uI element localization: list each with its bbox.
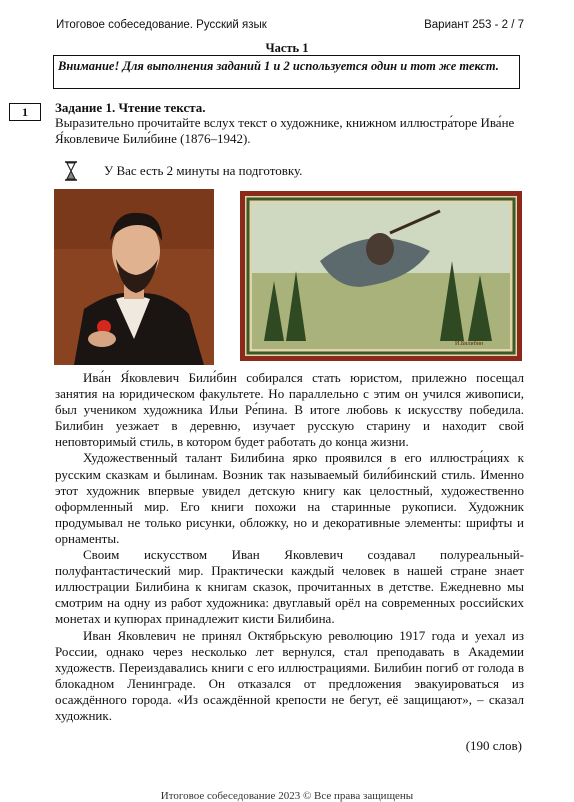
task-description: Выразительно прочитайте вслух текст о художнике, книжном иллюстра́торе Ива́не Я́ковлевиче Били́бине (1876–1942). xyxy=(55,115,515,146)
svg-text:И.Билибин: И.Билибин xyxy=(455,341,484,347)
attention-box: Внимание! Для выполнения заданий 1 и 2 используется один и тот же текст. xyxy=(53,55,520,89)
paragraph-1: Ива́н Я́ковлевич Били́бин собирался стать юристом, прилежно посещал занятия на юридическом факультете. Но параллельно с этим он учился живописи, был учеником художника Ильи Ре́пина. В итоге любовь к искусству победила. Билибин уезжает в деревню, изучает русскую старину и находит свой неповторимый стиль, в котором будет работать до конца жизни. xyxy=(55,370,524,450)
task-title: Задание 1. Чтение текста. xyxy=(55,100,206,115)
paragraph-2: Художественный талант Билибина ярко проявился в его иллюстра́циях к русским сказкам и былинам. Возник так называемый били́бинский стиль. Именно этот художник впервые увидел детскую книгу как целостный, художественно оформленный мир. Его книги похожи на старинные рукописи. Художник продумывал не только рисунки, обложку, но и декоративные элементы: шрифты и орнаменты. xyxy=(55,450,524,546)
bilibin-illustration-image xyxy=(240,191,522,361)
part-title: Часть 1 xyxy=(265,41,309,55)
bilibin-portrait-image xyxy=(54,189,214,365)
paragraph-3: Своим искусством Иван Яковлевич создавал полуреальный-полуфантастический мир. Практически каждый человек в нашей стране знает иллюстрации Билибина к книгам сказок, прочитанных в детстве. Ежедневно мы смотрим на одну из работ художника: двуглавый орёл на современных российских монетах и купюрах принадлежит кисти Билибина. xyxy=(55,547,524,627)
word-count: (190 слов) xyxy=(465,738,522,753)
header-variant: Вариант 253 - 2 / 7 xyxy=(424,19,524,31)
header-subject: Итоговое собеседование. Русский язык xyxy=(56,19,267,31)
hourglass-icon xyxy=(64,161,78,181)
prep-time-text: У Вас есть 2 минуты на подготовку. xyxy=(104,163,303,178)
task-number-box: 1 xyxy=(9,103,41,121)
paragraph-4: Иван Яковлевич не принял Октябрьскую революцию 1917 года и уехал из России, однако через несколько лет вернулся, стал преподавать в Академии художеств. Переиздавались книги с его иллюстрациями. Билибин погиб от голода в блокадном Ленинграде. Он отказался от предложения эвакуироваться из осаждённого города. «Из осаждённой крепости не бегут, её защищают», – сказал художник. xyxy=(55,627,524,723)
reading-text xyxy=(55,370,524,724)
page-footer: Итоговое собеседование 2023 © Все права защищены xyxy=(160,790,414,802)
